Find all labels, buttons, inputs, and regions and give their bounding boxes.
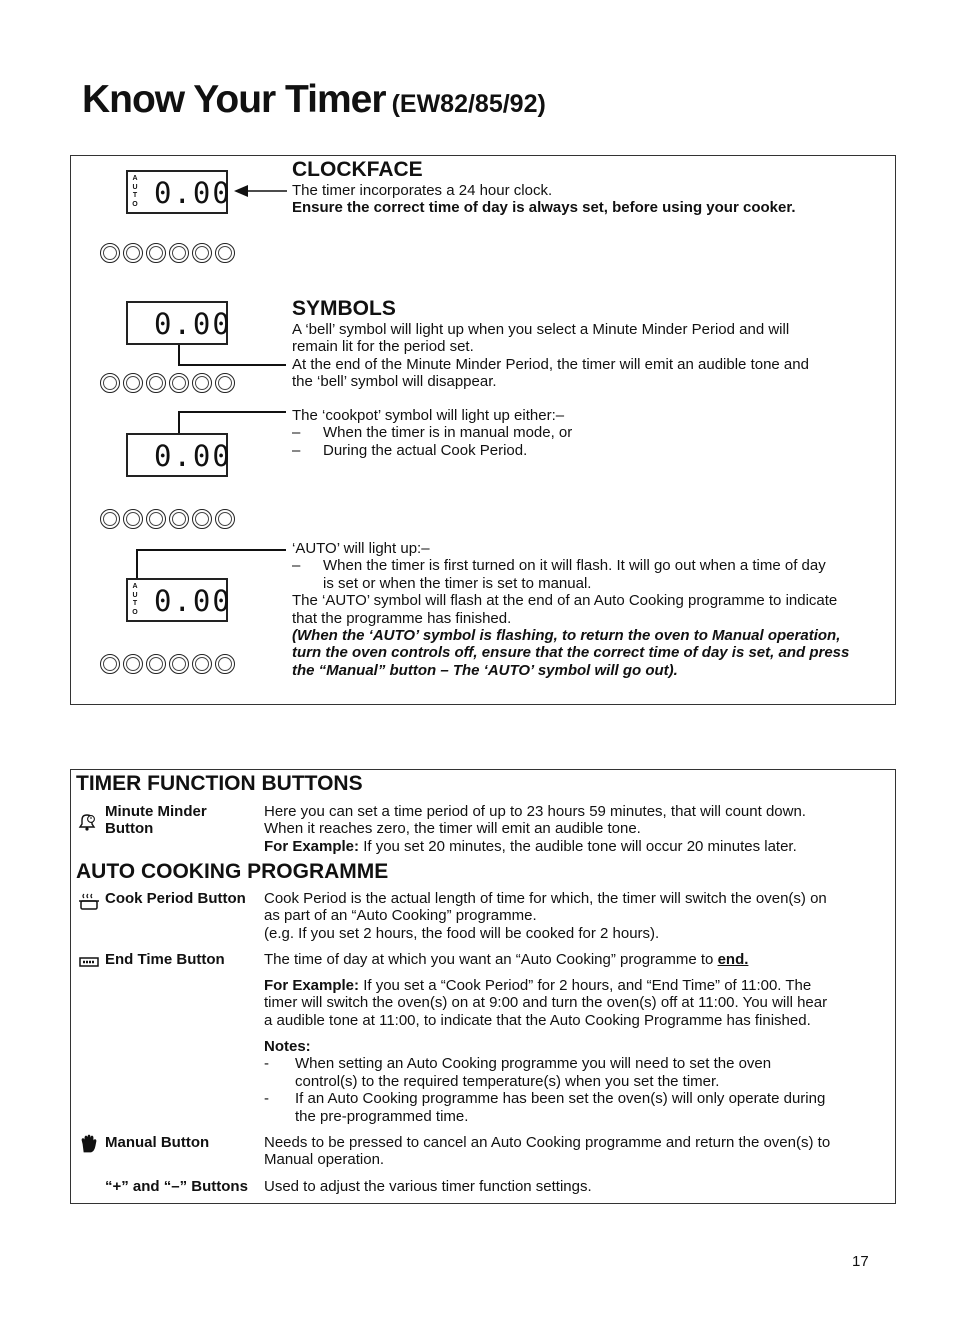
- manual-label: Manual Button: [105, 1134, 210, 1151]
- arrow-left-icon: [232, 183, 288, 199]
- leader-line: [136, 549, 138, 579]
- display-digits: 0.00: [154, 176, 232, 210]
- timer-button[interactable]: [215, 509, 235, 529]
- auto-section: [292, 540, 849, 679]
- cookpot-intro: The ‘cookpot’ symbol will light up either:–: [292, 407, 565, 424]
- timer-button[interactable]: [146, 373, 166, 393]
- manual-desc: Needs to be pressed to cancel an Auto Cooking programme and return the oven(s) to Manual operation.: [264, 1134, 831, 1169]
- end-time-notes: Notes: - When setting an Auto Cooking programme you will need to set the oven control(s) to the required temperature(s) when you set the timer. - If an Auto Cooking programme has been set the oven(s) will only operate during the pre-programmed time.: [264, 1038, 826, 1125]
- leader-line: [136, 549, 286, 551]
- leader-line: [178, 411, 180, 433]
- timer-button[interactable]: [192, 654, 212, 674]
- list-item: - When setting an Auto Cooking programme you will need to set the oven: [264, 1055, 772, 1073]
- auto-cooking-heading: AUTO COOKING PROGRAMME: [76, 860, 389, 883]
- timer-button[interactable]: [146, 243, 166, 263]
- clockface-heading: CLOCKFACE: [292, 158, 423, 181]
- minute-minder-label: Minute Minder Button: [105, 803, 207, 838]
- bell-text: A ‘bell’ symbol will light up when you select a Minute Minder Period and will: [292, 321, 790, 338]
- page-number: 17: [852, 1253, 869, 1270]
- end-time-label: End Time Button: [105, 951, 225, 968]
- auto-indicator: A U T O: [132, 583, 138, 616]
- plus-minus-label: “+” and “–” Buttons: [105, 1178, 248, 1195]
- timer-button[interactable]: [215, 654, 235, 674]
- auto-text: that the programme has finished.: [292, 609, 512, 627]
- list-item-cont: is set or when the timer is set to manual.: [323, 574, 592, 592]
- title-model: (EW82/85/92): [391, 90, 546, 118]
- plus-minus-desc: Used to adjust the various timer function settings.: [264, 1178, 592, 1195]
- timer-button[interactable]: [100, 509, 120, 529]
- list-item: - If an Auto Cooking programme has been set the oven(s) will only operate during: [264, 1090, 826, 1108]
- timer-button[interactable]: [123, 509, 143, 529]
- auto-note: (When the ‘AUTO’ symbol is flashing, to return the oven to Manual operation,: [292, 627, 841, 645]
- bell-icon: [76, 812, 98, 832]
- bell-text: remain lit for the period set.: [292, 338, 474, 356]
- cook-period-desc: Cook Period is the actual length of time for which, the timer will switch the oven(s) on as part of an “Auto Cooking” programme. (e.g. If you set 2 hours, the food will be cooked for 2 hours).: [264, 890, 827, 942]
- clockface-section: [292, 158, 796, 217]
- display-digits: 0.00: [154, 584, 232, 618]
- timer-button[interactable]: [192, 509, 212, 529]
- auto-text: The ‘AUTO’ symbol will flash at the end of an Auto Cooking programme to indicate: [292, 592, 838, 610]
- auto-intro: ‘AUTO’ will light up:–: [292, 540, 430, 557]
- title-main: Know Your Timer: [82, 78, 386, 121]
- display-digits: 0.00: [154, 439, 232, 473]
- timer-button[interactable]: [169, 243, 189, 263]
- timer-button[interactable]: [123, 243, 143, 263]
- timer-button[interactable]: [100, 243, 120, 263]
- timer-button[interactable]: [146, 509, 166, 529]
- end-time-example: For Example: If you set a “Cook Period” for 2 hours, and “End Time” of 11:00. The timer will switch the oven(s) on at 9:00 and turn the oven(s) off at 11:00. You will hear a audible tone at 11:00, to indicate that the Auto Cooking Programme has finished.: [264, 977, 828, 1029]
- button-row-2: [100, 373, 235, 393]
- auto-note: the “Manual” button – The ‘AUTO’ symbol will go out).: [292, 661, 678, 679]
- end-time-icon: [78, 952, 100, 972]
- list-item: – When the timer is in manual mode, or: [292, 424, 573, 442]
- symbols-heading: SYMBOLS: [292, 297, 396, 320]
- timer-button[interactable]: [123, 654, 143, 674]
- bell-text: At the end of the Minute Minder Period, the timer will emit an audible tone and: [292, 355, 809, 373]
- timer-button[interactable]: [192, 243, 212, 263]
- timer-button[interactable]: [169, 509, 189, 529]
- timer-display-bell: [126, 301, 232, 345]
- page-title: [82, 78, 546, 122]
- timer-display-cookpot: [126, 433, 232, 477]
- timer-button[interactable]: [215, 373, 235, 393]
- timer-button[interactable]: [100, 654, 120, 674]
- cookpot-section: [292, 407, 572, 459]
- timer-button[interactable]: [100, 373, 120, 393]
- auto-indicator: A U T O: [132, 175, 138, 208]
- hand-icon: [78, 1134, 100, 1154]
- end-time-desc: The time of day at which you want an “Auto Cooking” programme to end.: [264, 951, 749, 968]
- clockface-line2: Ensure the correct time of day is always set, before using your cooker.: [292, 199, 796, 217]
- timer-button[interactable]: [215, 243, 235, 263]
- timer-button[interactable]: [192, 373, 212, 393]
- leader-line: [178, 364, 286, 366]
- clockface-line1: The timer incorporates a 24 hour clock.: [292, 182, 553, 199]
- cookpot-icon: [78, 892, 100, 912]
- leader-line: [178, 411, 286, 413]
- button-row-3: [100, 509, 235, 529]
- list-item: – During the actual Cook Period.: [292, 441, 528, 459]
- button-row-4: [100, 654, 235, 674]
- timer-display-auto: [126, 578, 232, 622]
- timer-button[interactable]: [169, 654, 189, 674]
- timer-button[interactable]: [123, 373, 143, 393]
- display-digits: 0.00: [154, 307, 232, 341]
- auto-note: turn the oven controls off, ensure that the correct time of day is set, and press: [292, 644, 850, 662]
- button-row-1: [100, 243, 235, 263]
- functions-heading: TIMER FUNCTION BUTTONS: [76, 772, 363, 795]
- leader-line: [178, 345, 180, 365]
- bell-text: the ‘bell’ symbol will disappear.: [292, 373, 497, 391]
- timer-display-clockface: [126, 170, 232, 214]
- cook-period-label: Cook Period Button: [105, 890, 246, 907]
- timer-button[interactable]: [169, 373, 189, 393]
- list-item: – When the timer is first turned on it will flash. It will go out when a time of day: [292, 557, 826, 575]
- minute-minder-desc: Here you can set a time period of up to 23 hours 59 minutes, that will count down. When it reaches zero, the timer will emit an audible tone. For Example: If you set 20 minutes, the audible tone will occur 20 minutes later.: [264, 803, 806, 855]
- symbols-section: [292, 297, 809, 391]
- timer-button[interactable]: [146, 654, 166, 674]
